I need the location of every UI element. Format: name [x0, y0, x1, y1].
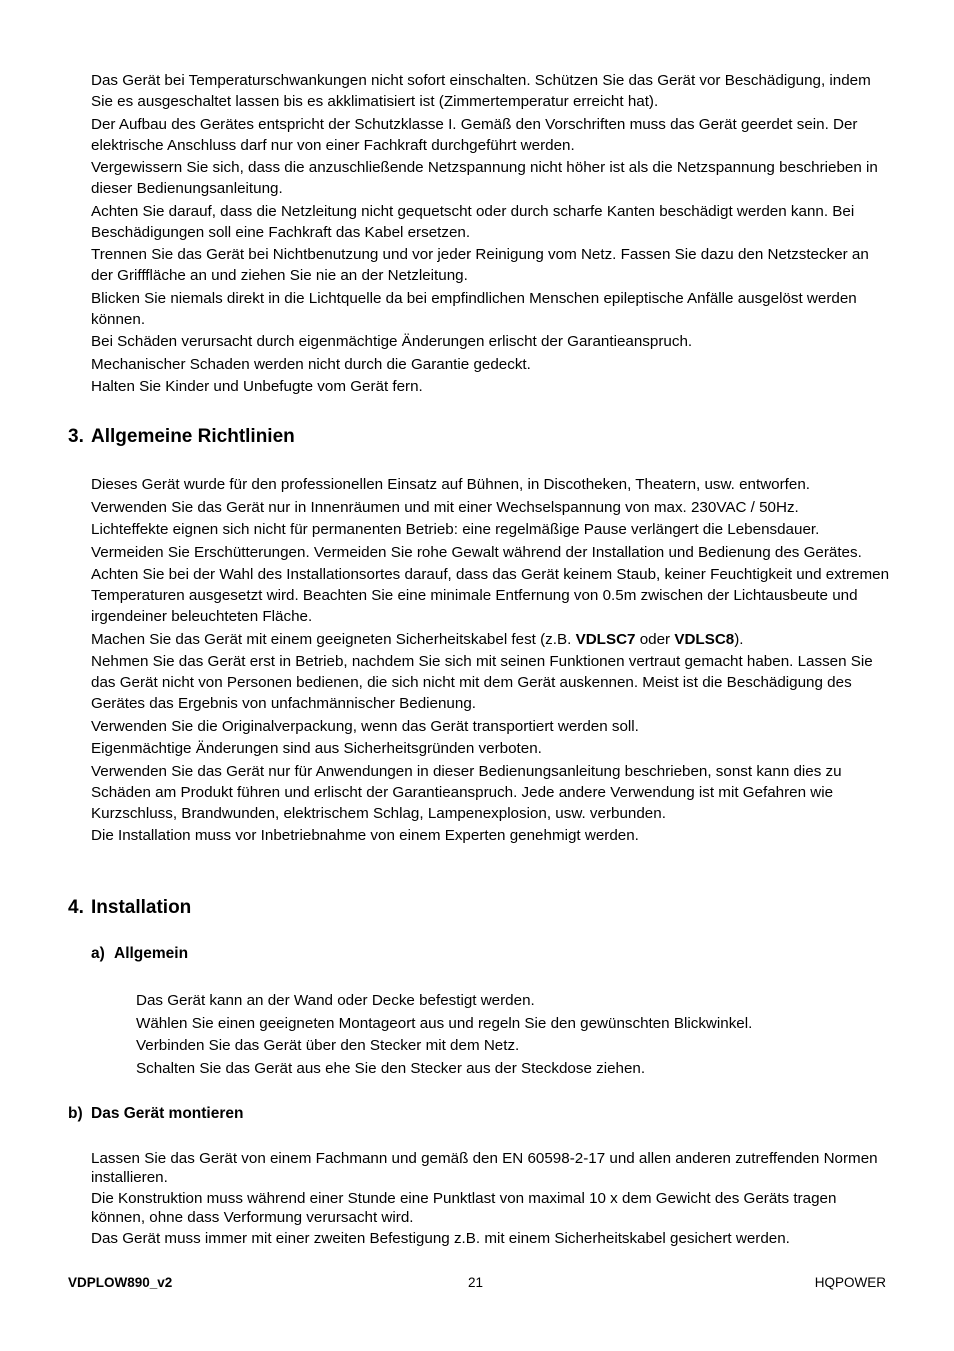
- paragraph: Das Gerät bei Temperaturschwankungen nicht sofort einschalten. Schützen Sie das Gerät vor Beschädigung, indem Sie es ausgeschaltet lassen bis es akklimatisiert ist (Zimmertemperatur erreicht hat).: [91, 72, 871, 110]
- paragraph: Das Gerät muss immer mit einer zweiten Befestigung z.B. mit einem Sicherheitskabel gesichert werden.: [91, 1230, 790, 1247]
- section-title: Installation: [91, 897, 192, 918]
- product-code: VDLSC7: [575, 630, 636, 648]
- subsection-title: Allgemein: [114, 945, 189, 962]
- section-4-heading: [68, 897, 191, 919]
- subsection-label: a): [91, 945, 105, 962]
- section-number: 3.: [68, 426, 84, 447]
- paragraph: Die Installation muss vor Inbetriebnahme von einem Experten genehmigt werden.: [91, 827, 639, 844]
- paragraph: Verwenden Sie das Gerät nur für Anwendungen in dieser Bedienungsanleitung beschrieben, sonst kann dies zu Schäden am Produkt führen und erlischt der Garantieanspruch. Jede andere Verwendung ist mit Gefahren wie Kurzschluss, Brandwunden, elektrischem Schlag, Lampenexplosion, usw. verbunden.: [91, 762, 842, 822]
- footer-model: VDPLOW890_v2: [68, 1275, 173, 1290]
- paragraph: Halten Sie Kinder und Unbefugte vom Gerät fern.: [91, 378, 423, 395]
- footer-page-number: 21: [468, 1275, 484, 1290]
- paragraph: Lichteffekte eignen sich nicht für permanenten Betrieb: eine regelmäßige Pause verlängert die Lebensdauer.: [91, 521, 820, 538]
- paragraph: Wählen Sie einen geeigneten Montageort aus und regeln Sie den gewünschten Blickwinkel.: [136, 1014, 753, 1032]
- subsection-title: Das Gerät montieren: [91, 1105, 244, 1122]
- paragraph: Das Gerät kann an der Wand oder Decke befestigt werden.: [136, 992, 535, 1009]
- subsection-b-heading: [68, 1105, 243, 1123]
- subsection-a-heading: [91, 945, 188, 963]
- paragraph: Verwenden Sie die Originalverpackung, wenn das Gerät transportiert werden soll.: [91, 717, 639, 735]
- subsection-a-body: [136, 990, 890, 1080]
- paragraph: Verwenden Sie das Gerät nur in Innenräumen und mit einer Wechselspannung von max. 230VAC / 50Hz.: [91, 498, 799, 516]
- paragraph: Trennen Sie das Gerät bei Nichtbenutzung und vor jeder Reinigung vom Netz. Fassen Sie dazu den Netzstecker an der Grifffläche an und ziehen Sie nie an der Netzleitung.: [91, 246, 869, 284]
- paragraph: Eigenmächtige Änderungen sind aus Sicherheitsgründen verboten.: [91, 740, 542, 757]
- section-number: 4.: [68, 897, 84, 918]
- paragraph: Achten Sie darauf, dass die Netzleitung nicht gequetscht oder durch scharfe Kanten beschädigt werden kann. Bei Beschädigungen soll eine Fachkraft das Kabel ersetzen.: [91, 202, 855, 241]
- paragraph-safety-cable: Machen Sie das Gerät mit einem geeigneten Sicherheitskabel fest (z.B. VDLSC7 oder VDLSC8).: [91, 630, 744, 648]
- section-title: Allgemeine Richtlinien: [91, 426, 295, 447]
- subsection-b-body: [91, 1149, 890, 1250]
- paragraph: Vermeiden Sie Erschütterungen. Vermeiden Sie rohe Gewalt während der Installation und Bedienung des Gerätes.: [91, 543, 862, 561]
- paragraph: Schalten Sie das Gerät aus ehe Sie den Stecker aus der Steckdose ziehen.: [136, 1059, 646, 1077]
- paragraph: Bei Schäden verursacht durch eigenmächtige Änderungen erlischt der Garantieanspruch.: [91, 333, 693, 350]
- paragraph: Nehmen Sie das Gerät erst in Betrieb, nachdem Sie sich mit seinen Funktionen vertraut gemacht haben. Lassen Sie das Gerät nicht von Personen bedienen, die sich nicht mit dem Gerät auskennen. Meist ist die Beschädigung des Gerätes das Ergebnis von unfachmännischer Bedienung.: [91, 653, 873, 712]
- paragraph: Achten Sie bei der Wahl des Installationsortes darauf, dass das Gerät keinem Staub, keiner Feuchtigkeit und extremen Temperaturen ausgesetzt wird. Beachten Sie eine minimale Entfernung von 0.5m zwischen der Lichtausbeute und irgendeiner beleuchteten Fläche.: [91, 566, 890, 625]
- paragraph: Verbinden Sie das Gerät über den Stecker mit dem Netz.: [136, 1037, 520, 1054]
- section-3-body: [91, 474, 890, 848]
- paragraph: Der Aufbau des Gerätes entspricht der Schutzklasse I. Gemäß den Vorschriften muss das Gerät geerdet sein. Der elektrische Anschluss darf nur von einer Fachkraft durchgeführt werden.: [91, 115, 858, 154]
- subsection-label: b): [68, 1105, 83, 1122]
- product-code: VDLSC8: [674, 630, 735, 648]
- paragraph: Vergewissern Sie sich, dass die anzuschließende Netzspannung nicht höher ist als die Netzspannung beschrieben in dieser Bedienungsanleitung.: [91, 159, 878, 197]
- section-3-heading: [68, 426, 295, 448]
- paragraph: Blicken Sie niemals direkt in die Lichtquelle da bei empfindlichen Menschen epileptische Anfälle ausgelöst werden können.: [91, 289, 857, 328]
- paragraph: Lassen Sie das Gerät von einem Fachmann und gemäß den EN 60598-2-17 und allen anderen zutreffenden Normen installieren.: [91, 1150, 878, 1186]
- paragraph: Dieses Gerät wurde für den professionellen Einsatz auf Bühnen, in Discotheken, Theatern, usw. entworfen.: [91, 476, 811, 493]
- paragraph: Mechanischer Schaden werden nicht durch die Garantie gedeckt.: [91, 355, 531, 373]
- footer-brand: HQPOWER: [814, 1275, 886, 1290]
- safety-notes-block: [91, 70, 890, 399]
- paragraph: Die Konstruktion muss während einer Stunde eine Punktlast von maximal 10 x dem Gewicht des Geräts tragen können, ohne dass Verformung verursacht wird.: [91, 1190, 837, 1226]
